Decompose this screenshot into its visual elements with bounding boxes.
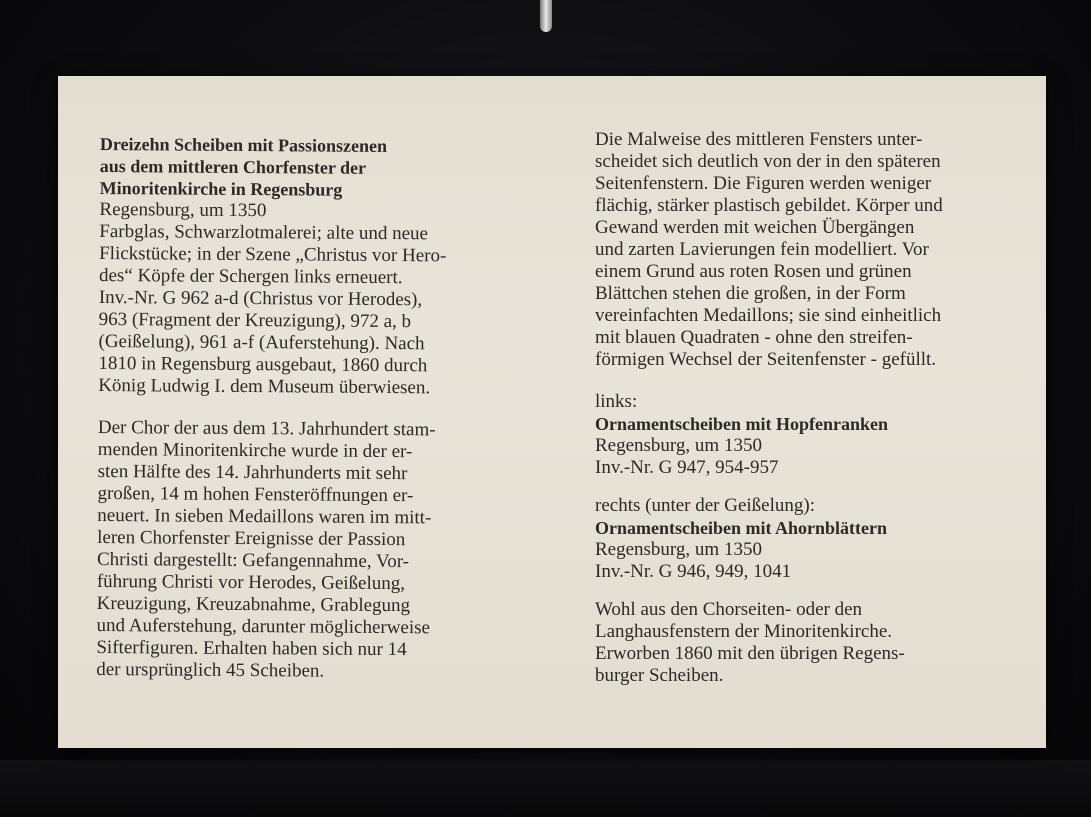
info-line: (Geißelung), 961 a-f (Auferstehung). Nach — [98, 330, 425, 355]
body-line: führung Christi vor Herodes, Geißelung, — [96, 570, 406, 595]
information-panel — [58, 76, 1046, 748]
links-inventory: Inv.-Nr. G 947, 954-957 — [595, 457, 779, 478]
left-column — [96, 133, 447, 683]
rechts-inventory: Inv.-Nr. G 946, 949, 1041 — [595, 561, 792, 582]
info-line: 963 (Fragment der Kreuzigung), 972 a, b — [98, 308, 412, 333]
body-line: Christi dargestellt: Gefangennahme, Vor- — [96, 548, 410, 573]
body-line: großen, 14 m hohen Fensteröffnungen er- — [97, 482, 414, 507]
body-line: der ursprünglich 45 Scheiben. — [96, 658, 325, 682]
closing-line: Langhausfenstern der Minoritenkirche. — [595, 621, 893, 642]
closing-line: Erworben 1860 mit den übrigen Regens- — [595, 643, 905, 664]
info-line: 1810 in Regensburg ausgebaut, 1860 durch — [98, 352, 428, 377]
description-line: scheidet sich deutlich von der in den späteren — [595, 151, 941, 172]
description-line: vereinfachten Medaillons; sie sind einheitlich — [595, 305, 942, 326]
hanging-hook — [540, 0, 552, 32]
body-line: leren Chorfenster Ereignisse der Passion — [97, 526, 406, 551]
description-line: Seitenfenstern. Die Figuren werden weniger — [595, 173, 932, 194]
closing-line: Wohl aus den Chorseiten- oder den — [595, 599, 863, 620]
body-line: Sifterfiguren. Erhalten haben sich nur 14 — [96, 636, 407, 661]
info-line: des“ Köpfe der Schergen links erneuert. — [98, 264, 403, 289]
info-line: König Ludwig I. dem Museum überwiesen. — [98, 374, 431, 399]
closing-line: burger Scheiben. — [595, 665, 724, 686]
description-line: mit blauen Quadraten - ohne den streifen- — [595, 327, 913, 348]
title-line: aus dem mittleren Chorfenster der — [99, 155, 367, 178]
description-line: Gewand werden mit weichen Übergängen — [595, 217, 915, 238]
description-line: Die Malweise des mittleren Fensters unter- — [595, 129, 923, 150]
title-line: Minoritenkirche in Regensburg — [99, 177, 343, 200]
body-line: Der Chor der aus dem 13. Jahrhundert stam- — [97, 416, 436, 441]
body-line: menden Minoritenkirche wurde in der er- — [97, 438, 413, 463]
info-line: Farbglas, Schwarzlotmalerei; alte und neue — [99, 220, 429, 245]
rechts-label: rechts (unter der Geißelung): — [595, 495, 815, 516]
body-line: und Auferstehung, darunter möglicherweise — [96, 614, 431, 639]
description-line: und zarten Lavierungen fein modelliert. Vor — [595, 239, 929, 260]
links-place: Regensburg, um 1350 — [595, 435, 762, 456]
description-line: förmigen Wechsel der Seitenfenster - gefüllt. — [595, 349, 937, 370]
description-line: flächig, stärker plastisch gebildet. Körper und — [595, 195, 943, 216]
body-line: neuert. In sieben Medaillons waren im mitt- — [97, 504, 432, 529]
rechts-title: Ornamentscheiben mit Ahornblättern — [595, 518, 887, 538]
rechts-place: Regensburg, um 1350 — [595, 539, 762, 560]
info-line: Flickstücke; in der Szene „Christus vor Hero- — [99, 242, 447, 267]
info-line: Inv.-Nr. G 962 a-d (Christus vor Herodes), — [98, 286, 423, 311]
description-line: einem Grund aus roten Rosen und grünen — [595, 261, 912, 282]
right-column — [595, 129, 943, 687]
description-line: Blättchen stehen die großen, in der Form — [595, 283, 906, 304]
title-line: Dreizehn Scheiben mit Passionszenen — [99, 133, 388, 157]
wall-shadow — [0, 760, 1091, 817]
body-line: sten Hälfte des 14. Jahrhunderts mit sehr — [97, 460, 408, 485]
links-label: links: — [595, 391, 638, 412]
info-line: Regensburg, um 1350 — [99, 198, 267, 222]
body-line: Kreuzigung, Kreuzabnahme, Grablegung — [96, 592, 411, 617]
links-title: Ornamentscheiben mit Hopfenranken — [595, 414, 889, 434]
